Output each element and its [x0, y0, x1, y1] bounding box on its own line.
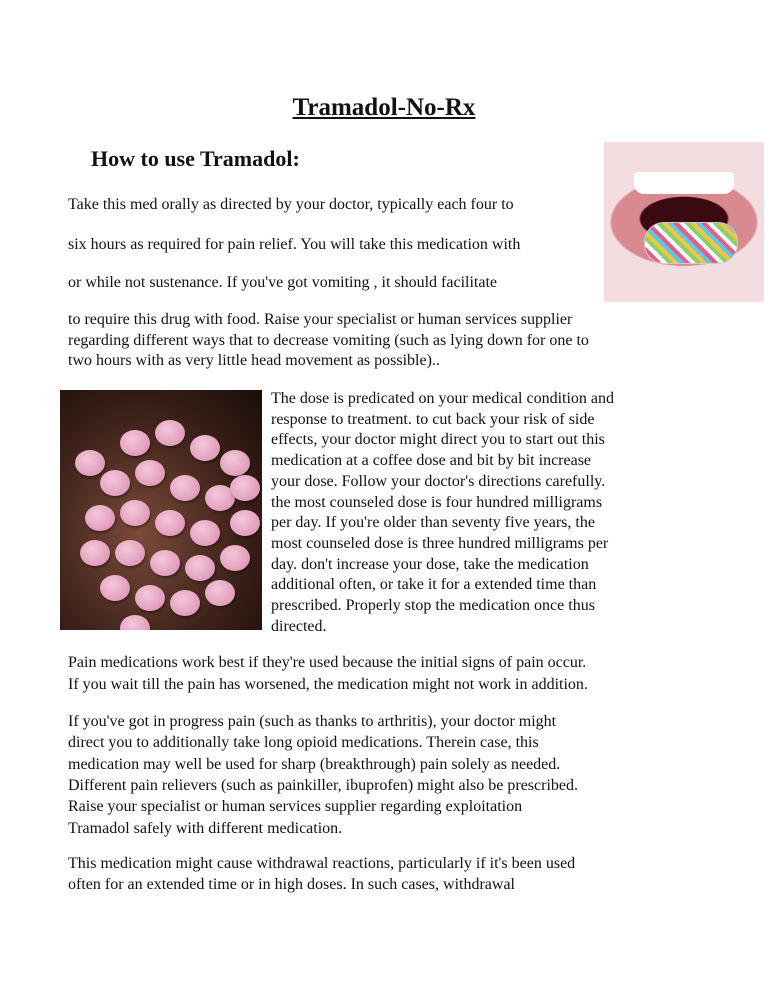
tablet-shape [230, 510, 260, 536]
p4-line: Tramadol safely with different medication. [68, 819, 343, 837]
p4-line: Raise your specialist or human services supplier regarding exploitation [68, 798, 523, 816]
tablet-shape [75, 450, 105, 476]
tablet-shape [85, 505, 115, 531]
p2-line: regarding different ways that to decrease vomiting (such as lying down for one to [68, 332, 589, 349]
p5-line: often for an extended time or in high doses. In such cases, withdrawal [68, 876, 515, 893]
tablet-shape [185, 555, 215, 581]
tablet-shape [155, 510, 185, 536]
p-side-line: medication at a coffee dose and bit by bit increase [271, 452, 592, 470]
p-side-line: effects, your doctor might direct you to start out this [271, 431, 605, 449]
tablet-shape [120, 615, 150, 630]
p-side-line: prescribed. Properly stop the medication once thus [271, 597, 595, 614]
tablet-shape [150, 550, 180, 576]
tablet-shape [120, 500, 150, 526]
p5-line: This medication might cause withdrawal reactions, particularly if it's been used [68, 855, 576, 872]
tablet-shape [230, 475, 260, 501]
p2-line: to require this drug with food. Raise your specialist or human services supplier [68, 311, 573, 328]
tablet-shape [190, 520, 220, 546]
document-title: Tramadol-No-Rx [292, 94, 476, 121]
tablet-shape [220, 450, 250, 476]
tablet-shape [135, 585, 165, 611]
p1-line: or while not sustenance. If you've got vomiting , it should facilitate [68, 274, 498, 291]
p1-line: six hours as required for pain relief. You will take this medication with [68, 236, 521, 253]
tablet-shape [155, 420, 185, 446]
p-side-line: response to treatment. to cut back your risk of side [271, 410, 595, 428]
p4-line: Different pain relievers (such as painkiller, ibuprofen) might also be prescribed. [68, 776, 578, 794]
p-side-line: your dose. Follow your doctor's directions carefully. [271, 472, 606, 490]
p4-line: direct you to additionally take long opioid medications. Therein case, this [68, 734, 539, 752]
tablet-shape [80, 540, 110, 566]
p2-line: two hours with as very little head movement as possible).. [68, 352, 440, 369]
tablet-shape [100, 575, 130, 601]
tablet-shape [205, 580, 235, 606]
p-side-line: the most counseled dose is four hundred milligrams [271, 493, 603, 511]
p4-line: medication may well be used for sharp (breakthrough) pain solely as needed. [68, 755, 561, 773]
tablet-shape [170, 590, 200, 616]
tablet-shape [190, 435, 220, 461]
mouth-pill-image [604, 142, 764, 302]
section-heading: How to use Tramadol: [91, 146, 300, 171]
p-side-line: per day. If you're older than seventy five years, the [271, 514, 595, 532]
p3-line: If you wait till the pain has worsened, the medication might not work in addition. [68, 676, 588, 693]
p4-line: If you've got in progress pain (such as thanks to arthritis), your doctor might [68, 713, 557, 730]
tablet-shape [135, 460, 165, 486]
tablet-shape [120, 430, 150, 456]
p1-line: Take this med orally as directed by your doctor, typically each four to [68, 196, 514, 213]
tablet-shape [220, 545, 250, 571]
p-side-line: The dose is predicated on your medical condition and [271, 390, 615, 407]
tablet-shape [100, 470, 130, 496]
p-side-line: day. don't increase your dose, take the medication [271, 555, 589, 573]
tablet-shape [170, 475, 200, 501]
p-side-line: additional often, or take it for a extended time than [271, 576, 597, 594]
tablet-shape [115, 540, 145, 566]
p-side-line: most counseled dose is three hundred milligrams per [271, 534, 609, 552]
pink-pills-image [60, 390, 262, 630]
p-side-line: directed. [271, 617, 327, 635]
p3-line: Pain medications work best if they're used because the initial signs of pain occur. [68, 654, 587, 671]
